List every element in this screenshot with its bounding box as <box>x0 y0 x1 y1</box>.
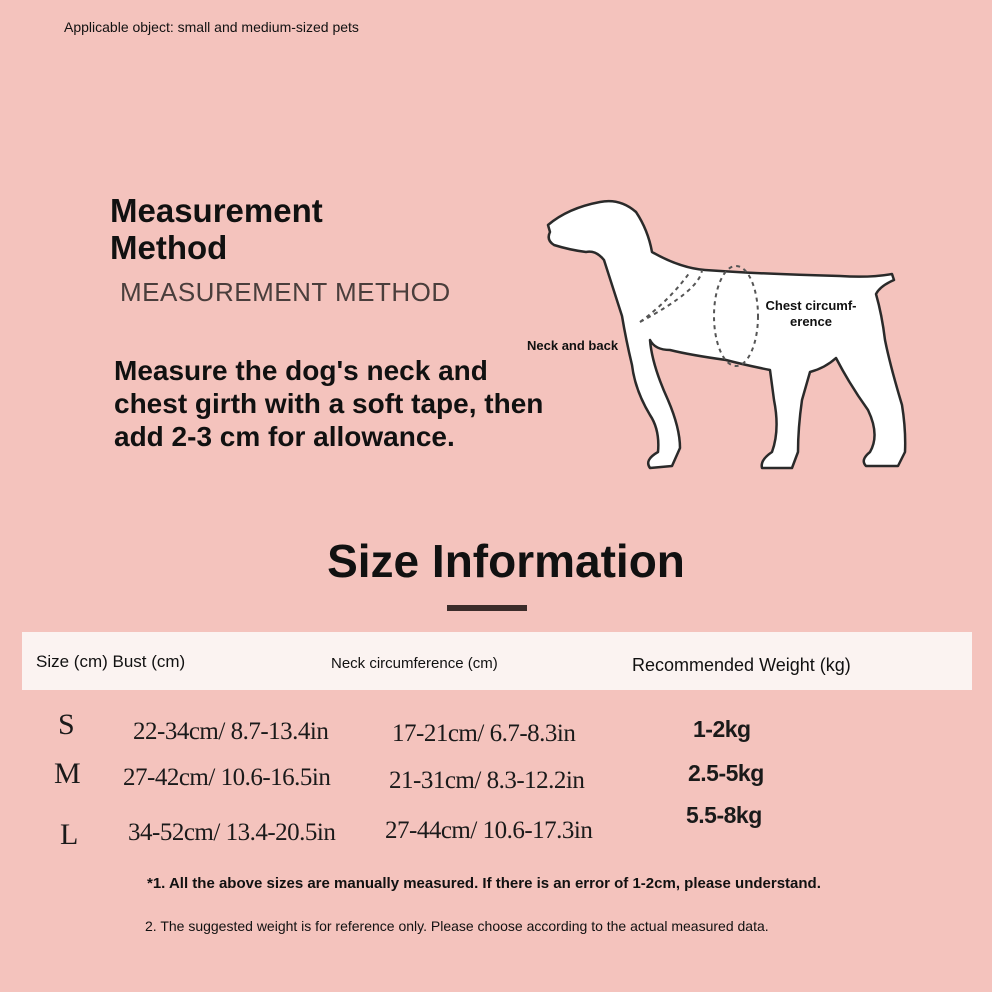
note-weight-reference: 2. The suggested weight is for reference only. Please choose according to the actual measured data. <box>145 918 769 934</box>
row-weight: 2.5-5kg <box>688 760 764 786</box>
applicable-object-text: Applicable object: small and medium-sized pets <box>64 19 359 35</box>
measurement-method-title: Measurement Method <box>110 192 323 266</box>
row-bust: 22-34cm/ 8.7-13.4in <box>133 718 329 745</box>
row-neck: 21-31cm/ 8.3-12.2in <box>389 767 585 794</box>
row-neck: 27-44cm/ 10.6-17.3in <box>385 817 593 844</box>
header-neck-circumference: Neck circumference (cm) <box>331 655 498 672</box>
size-information-title: Size Information <box>327 535 685 587</box>
measurement-method-description: Measure the dog's neck and chest girth with a soft tape, then add 2-3 cm for allowance. <box>114 355 544 452</box>
row-size: S <box>58 708 75 741</box>
measurement-method-subtitle: MEASUREMENT METHOD <box>120 277 451 307</box>
row-size: L <box>60 818 78 851</box>
row-bust: 27-42cm/ 10.6-16.5in <box>123 764 331 791</box>
size-table-header <box>22 632 972 690</box>
row-size: M <box>54 757 81 790</box>
row-neck: 17-21cm/ 6.7-8.3in <box>392 720 576 747</box>
row-weight: 1-2kg <box>693 716 751 742</box>
row-weight: 5.5-8kg <box>686 802 762 828</box>
neck-and-back-label: Neck and back <box>527 338 619 353</box>
header-recommended-weight: Recommended Weight (kg) <box>632 655 851 675</box>
dog-silhouette-icon <box>540 190 910 480</box>
chest-circumference-label: Chest circumf- erence <box>765 298 857 329</box>
note-measurement-error: *1. All the above sizes are manually measured. If there is an error of 1-2cm, please understand. <box>147 875 821 892</box>
row-bust: 34-52cm/ 13.4-20.5in <box>128 819 336 846</box>
header-size-bust: Size (cm) Bust (cm) <box>36 652 186 671</box>
title-underline <box>447 605 527 611</box>
